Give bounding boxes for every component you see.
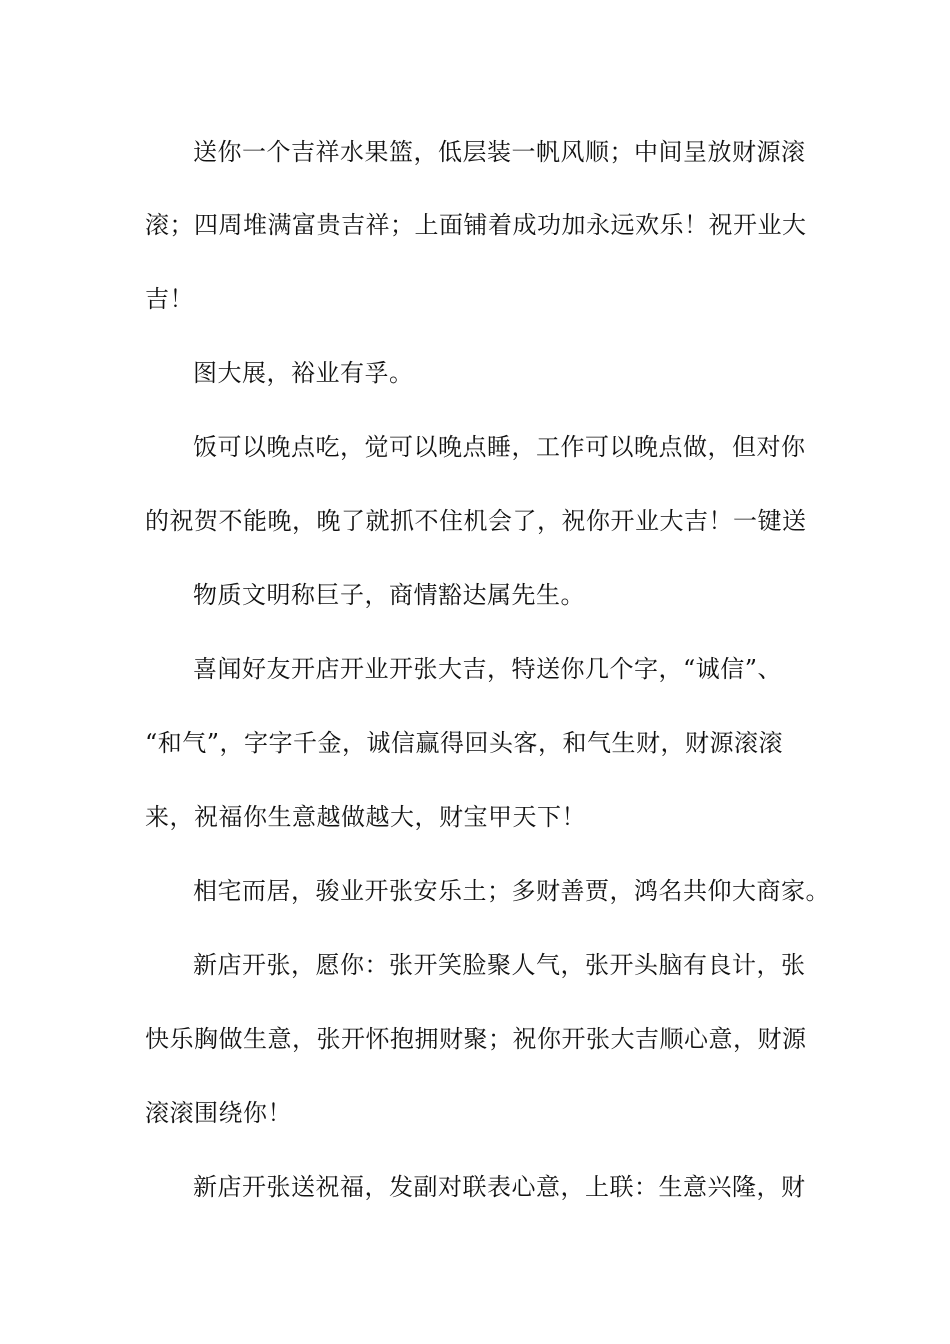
text-line: 相宅而居，骏业开张安乐土；多财善贾，鸿名共仰大商家。 [193,877,830,905]
text-line: 图大展，裕业有孚。 [193,359,414,387]
text-line: 来，祝福你生意越做越大，财宝甲天下！ [145,803,586,831]
text-line: 快乐胸做生意，张开怀抱拥财聚；祝你开张大吉顺心意，财源 [145,1025,807,1053]
text-line: “和气”，字字千金，诚信赢得回头客，和气生财，财源滚滚 [145,729,784,757]
text-line: 滚滚围绕你！ [145,1099,292,1127]
text-line: 新店开张送祝福，发副对联表心意，上联：生意兴隆，财 [193,1173,806,1201]
text-line: 滚；四周堆满富贵吉祥；上面铺着成功加永远欢乐！祝开业大 [145,211,807,239]
text-line: 吉！ [145,285,194,313]
text-line: 喜闻好友开店开业开张大吉，特送你几个字，“诚信”、 [193,655,783,683]
text-line: 的祝贺不能晚，晚了就抓不住机会了，祝你开业大吉！一键送 [145,507,807,535]
text-line: 饭可以晚点吃，觉可以晚点睡，工作可以晚点做，但对你 [193,433,806,461]
text-line: 送你一个吉祥水果篮，低层装一帆风顺；中间呈放财源滚 [193,138,806,166]
text-line: 物质文明称巨子，商情豁达属先生。 [193,581,585,609]
text-line: 新店开张，愿你：张开笑脸聚人气，张开头脑有良计，张 [193,951,806,979]
